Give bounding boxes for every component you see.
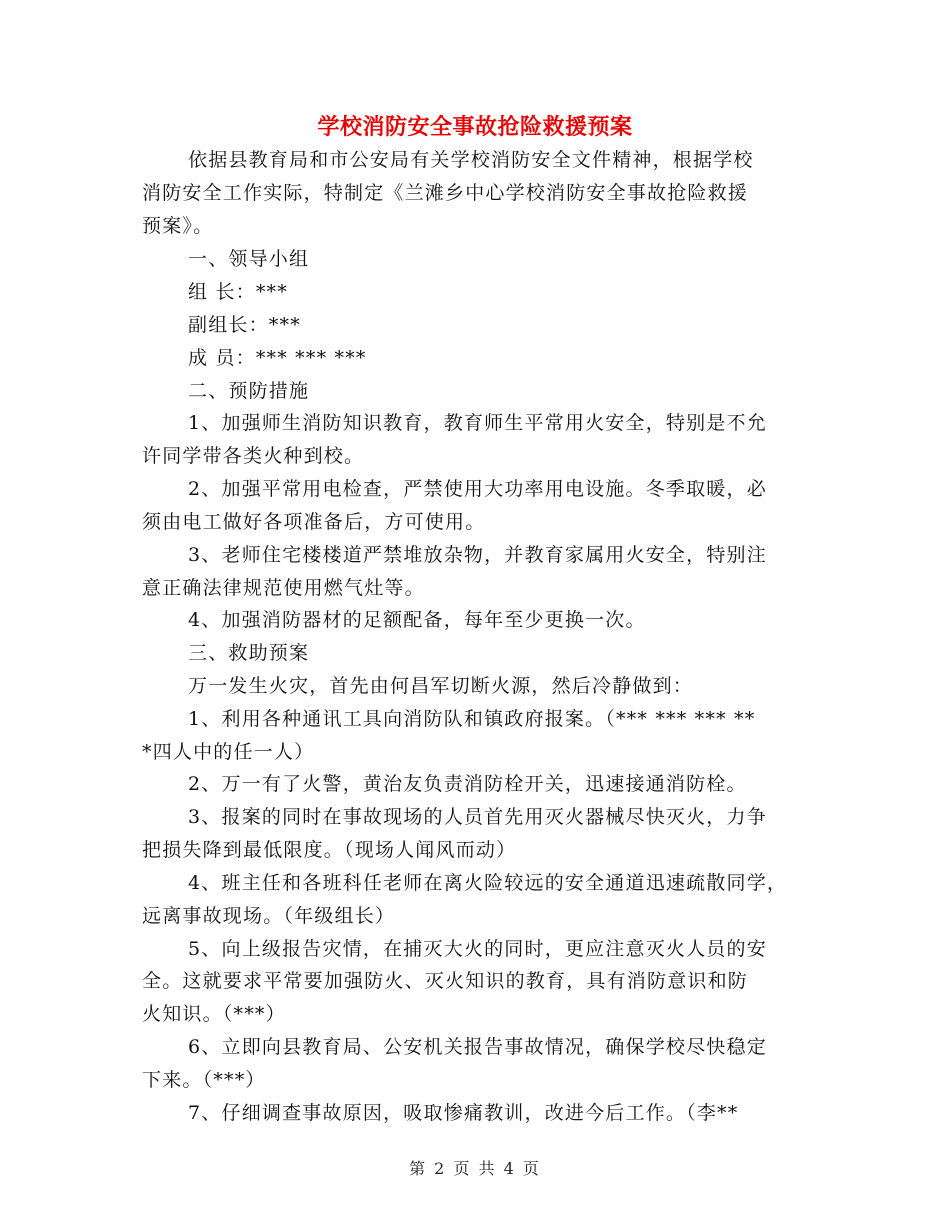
paragraph-line: 3、老师住宅楼楼道严禁堆放杂物，并教育家属用火安全，特别注 [188,544,767,566]
paragraph-line: 成 员：*** *** *** [188,347,367,369]
paragraph-line: 预案》。 [142,215,214,237]
paragraph-line: 消防安全工作实际，特制定《兰滩乡中心学校消防安全事故抢险救援 [142,182,749,204]
document-title: 学校消防安全事故抢险救援预案 [317,114,633,140]
paragraph-line: 依据县教育局和市公安局有关学校消防安全文件精神，根据学校 [188,149,754,171]
paragraph-line: 远离事故现场。（年级组长） [142,905,396,927]
page-footer: 第 2 页 共 4 页 [409,1159,541,1178]
paragraph-line: 把损失降到最低限度。（现场人闻风而动） [142,839,517,861]
paragraph-line: 1、加强师生消防知识教育，教育师生平常用火安全，特别是不允 [188,412,767,434]
paragraph-line: 2、加强平常用电检查，严禁使用大功率用电设施。冬季取暖，必 [188,478,767,500]
paragraph-line: 全。这就要求平常要加强防火、灭火知识的教育，具有消防意识和防 [142,970,749,992]
paragraph-line: 须由电工做好各项准备后，方可使用。 [142,511,486,533]
paragraph-line: 火知识。（***） [142,1003,286,1025]
section-heading: 一、领导小组 [188,248,310,270]
paragraph-line: 5、向上级报告灾情，在捕灭大火的同时，更应注意灭火人员的安 [188,938,767,960]
paragraph-line: 意正确法律规范使用燃气灶等。 [142,577,425,599]
paragraph-line: 1、利用各种通讯工具向消防队和镇政府报案。（*** *** *** ** [188,708,756,730]
paragraph-line: *四人中的任一人） [142,741,315,763]
paragraph-line: 4、班主任和各班科任老师在离火险较远的安全通道迅速疏散同学， [188,872,788,894]
paragraph-line: 万一发生火灾，首先由何昌军切断火源，然后冷静做到： [188,675,694,697]
paragraph-line: 组 长：*** [188,281,288,303]
section-heading: 二、预防措施 [188,380,310,402]
paragraph-line: 4、加强消防器材的足额配备，每年至少更换一次。 [188,609,646,631]
paragraph-line: 7、仔细调查事故原因，吸取惨痛教训，改进今后工作。（李** [188,1102,739,1124]
paragraph-line: 副组长：*** [188,314,301,336]
section-heading: 三、救助预案 [188,642,310,664]
paragraph-line: 许同学带各类火种到校。 [142,445,365,467]
paragraph-line: 6、立即向县教育局、公安机关报告事故情况，确保学校尽快稳定 [188,1036,767,1058]
paragraph-line: 下来。（***） [142,1069,266,1091]
paragraph-line: 3、报案的同时在事故现场的人员首先用灭火器械尽快灭火，力争 [188,806,767,828]
paragraph-line: 2、万一有了火警，黄治友负责消防栓开关，迅速接通消防栓。 [188,773,747,795]
